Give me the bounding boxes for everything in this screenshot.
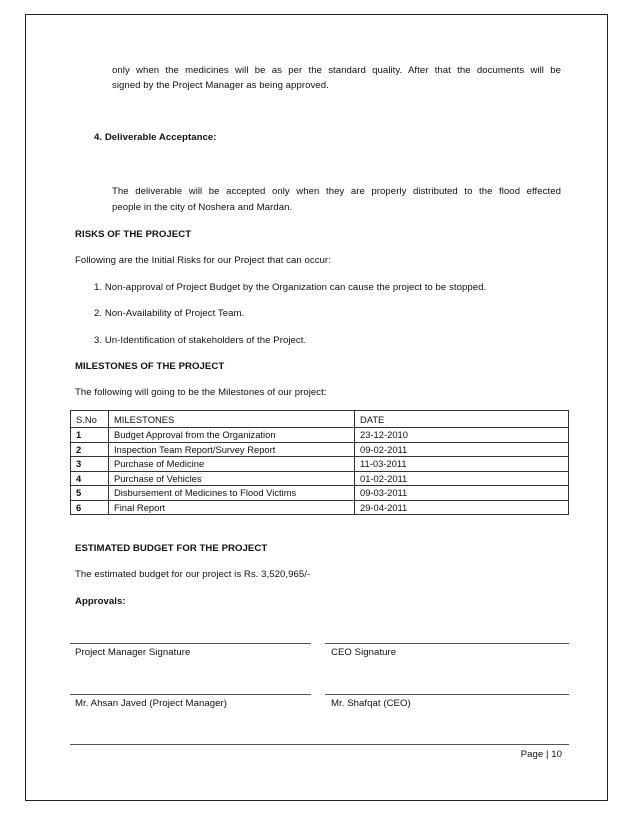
table-row	[71, 471, 569, 486]
cell-sno: 4	[71, 471, 109, 486]
cell-milestone: Disbursement of Medicines to Flood Victims	[109, 486, 355, 501]
ceo-name-label: Mr. Shafqat (CEO)	[331, 698, 411, 709]
cell-sno: 1	[71, 428, 109, 443]
risk-item-2: 2. Non-Availability of Project Team.	[94, 308, 245, 319]
cell-milestone: Final Report	[109, 500, 355, 515]
cell-sno: 5	[71, 486, 109, 501]
milestones-heading: MILESTONES OF THE PROJECT	[75, 361, 225, 372]
milestones-table	[70, 410, 569, 515]
cell-date: 01-02-2011	[355, 471, 569, 486]
table-row	[71, 457, 569, 472]
cell-milestone: Inspection Team Report/Survey Report	[109, 442, 355, 457]
risks-intro: Following are the Initial Risks for our Project that can occur:	[75, 255, 331, 266]
table-header-row	[71, 411, 569, 428]
cell-sno: 3	[71, 457, 109, 472]
ceo-signature-line	[325, 643, 569, 644]
cell-date: 09-02-2011	[355, 442, 569, 457]
table-row	[71, 500, 569, 515]
risk-item-1: 1. Non-approval of Project Budget by the Organization can cause the project to be stopped.	[94, 282, 487, 293]
cell-date: 11-03-2011	[355, 457, 569, 472]
page-number: Page | 10	[520, 749, 562, 760]
column-header-milestones: MILESTONES	[109, 411, 355, 428]
pm-signature-label: Project Manager Signature	[75, 647, 191, 658]
approvals-heading: Approvals:	[75, 596, 126, 607]
cell-sno: 6	[71, 500, 109, 515]
cell-date: 29-04-2011	[355, 500, 569, 515]
column-header-sno: S.No	[71, 411, 109, 428]
deliverable-heading: 4. Deliverable Acceptance:	[94, 132, 217, 143]
footer-rule	[70, 744, 569, 745]
risk-item-3: 3. Un-Identification of stakeholders of the Project.	[94, 335, 307, 346]
cell-milestone: Budget Approval from the Organization	[109, 428, 355, 443]
risks-heading: RISKS OF THE PROJECT	[75, 229, 192, 240]
cell-milestone: Purchase of Medicine	[109, 457, 355, 472]
column-header-date: DATE	[355, 411, 569, 428]
milestones-intro: The following will going to be the Milestones of our project:	[75, 387, 327, 398]
cell-sno: 2	[71, 442, 109, 457]
cell-date: 23-12-2010	[355, 428, 569, 443]
ceo-signature-label: CEO Signature	[331, 647, 397, 658]
deliverable-line-1: The deliverable will be accepted only when they are properly distributed to the flood effected	[112, 186, 561, 197]
deliverable-line-2: people in the city of Noshera and Mardan.	[112, 202, 293, 213]
budget-text: The estimated budget for our project is Rs. 3,520,965/-	[75, 569, 311, 580]
pm-name-label: Mr. Ahsan Javed (Project Manager)	[75, 698, 228, 709]
pm-name-line	[70, 694, 311, 695]
budget-heading: ESTIMATED BUDGET FOR THE PROJECT	[75, 543, 268, 554]
table-row	[71, 442, 569, 457]
pm-signature-line	[70, 643, 311, 644]
intro-line-2: signed by the Project Manager as being approved.	[112, 80, 329, 91]
cell-date: 09-03-2011	[355, 486, 569, 501]
table-row	[71, 428, 569, 443]
table-row	[71, 486, 569, 501]
intro-line-1: only when the medicines will be as per the standard quality. After that the documents will be	[112, 65, 561, 76]
ceo-name-line	[325, 694, 569, 695]
cell-milestone: Purchase of Vehicles	[109, 471, 355, 486]
